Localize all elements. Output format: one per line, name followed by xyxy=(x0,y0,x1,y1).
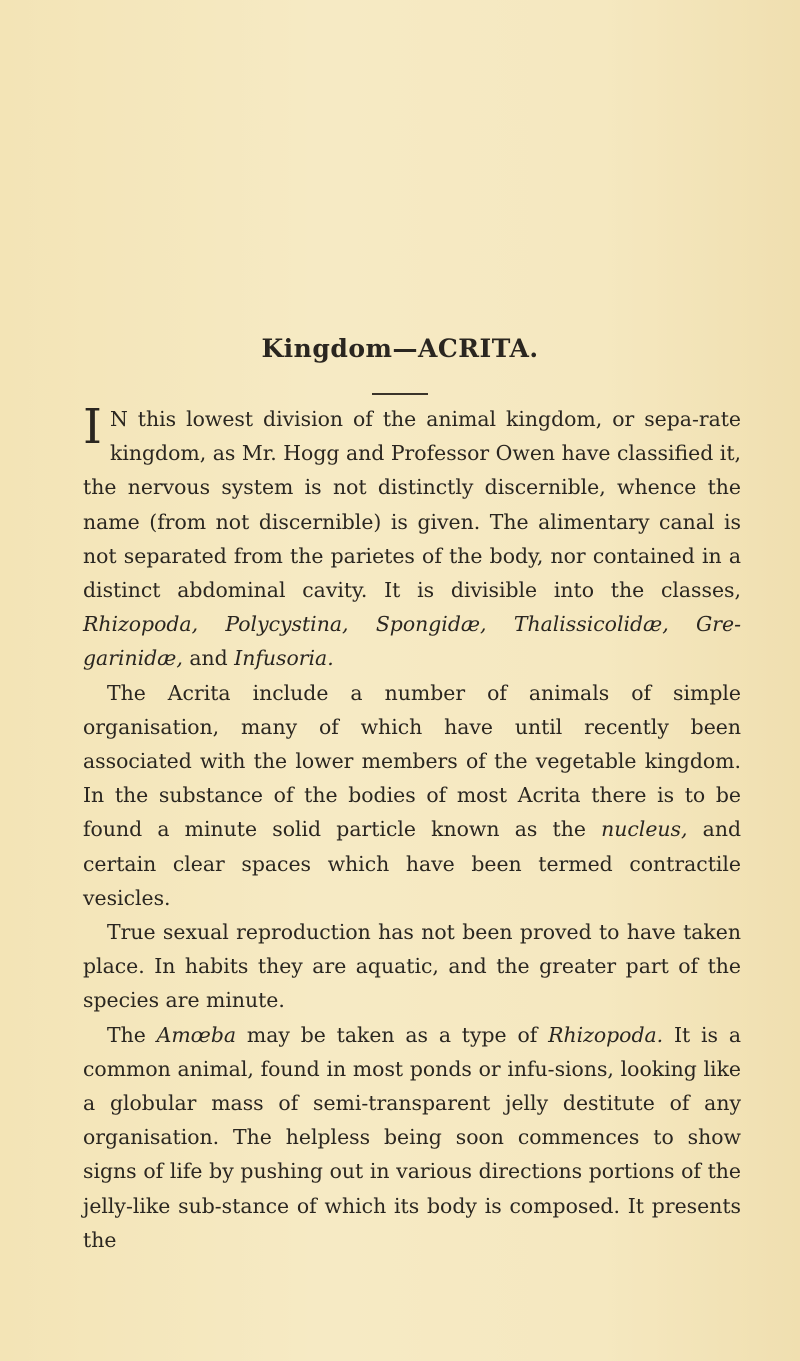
paragraph-2-text-end: and certain clear spaces which have been termed contractile vesicles. xyxy=(83,817,742,910)
class-rhizopoda: Rhizopoda, xyxy=(83,612,199,637)
paragraph-4-text-end: It is a common animal, found in most ponds or infu-sions, looking like a globular mass of semi-transparent jelly destitute of any organisation. The helpless being soon commences to show signs of life by pushing out in various directions portions of the jelly-like sub-stance of which its body is composed. It presents the xyxy=(83,1022,741,1252)
paragraph-4-text-mid: may be taken as a type of xyxy=(236,1022,549,1047)
paragraph-1-text: this lowest division of the animal kingdom, or sepa-rate kingdom, as Mr. Hogg and Professor Owen have classified it, the nervous system is not distinctly discernible, whence the name (from not discernible) is given. The alimentary canal is not separated from the parietes of the body, nor contained in a distinct abdominal cavity. It is divisible into the classes, xyxy=(83,407,741,603)
drop-cap: I xyxy=(83,399,102,455)
term-rhizopoda: Rhizopoda. xyxy=(548,1022,664,1047)
conjunction-and: and xyxy=(182,646,235,671)
class-thalissicolidae: Thalissicolidæ, xyxy=(513,612,669,637)
paragraph-1-lead: N xyxy=(109,407,128,431)
class-polycystina: Polycystina, xyxy=(225,612,349,637)
term-nucleus: nucleus, xyxy=(601,817,688,842)
paragraph-4 xyxy=(83,1018,741,1257)
paragraph-3 xyxy=(83,915,741,1018)
paragraph-1 xyxy=(83,399,742,676)
paragraph-4-text-start: The xyxy=(107,1022,157,1047)
class-spongidae: Spongidæ, xyxy=(375,612,487,637)
body-text xyxy=(83,399,742,1257)
page-title: Kingdom—ACRITA. xyxy=(261,334,539,363)
paragraph-3-text: True sexual reproduction has not been proved to have taken place. In habits they are aquatic, and the greater part of the species are minute. xyxy=(83,920,741,1013)
class-infusoria: Infusoria. xyxy=(234,646,334,671)
class-gregarinidae: Gre-garinidæ, xyxy=(83,612,742,671)
term-amoeba: Amœba xyxy=(156,1022,237,1047)
title-divider xyxy=(372,393,428,395)
paragraph-2 xyxy=(83,676,741,915)
paragraph-2-text: The Acrita include a number of animals of simple organisation, many of which have until recently been associated with the lower members of the vegetable kingdom. In the substance of the bodies of most Acrita there is to be found a minute solid particle known as the xyxy=(83,680,741,842)
